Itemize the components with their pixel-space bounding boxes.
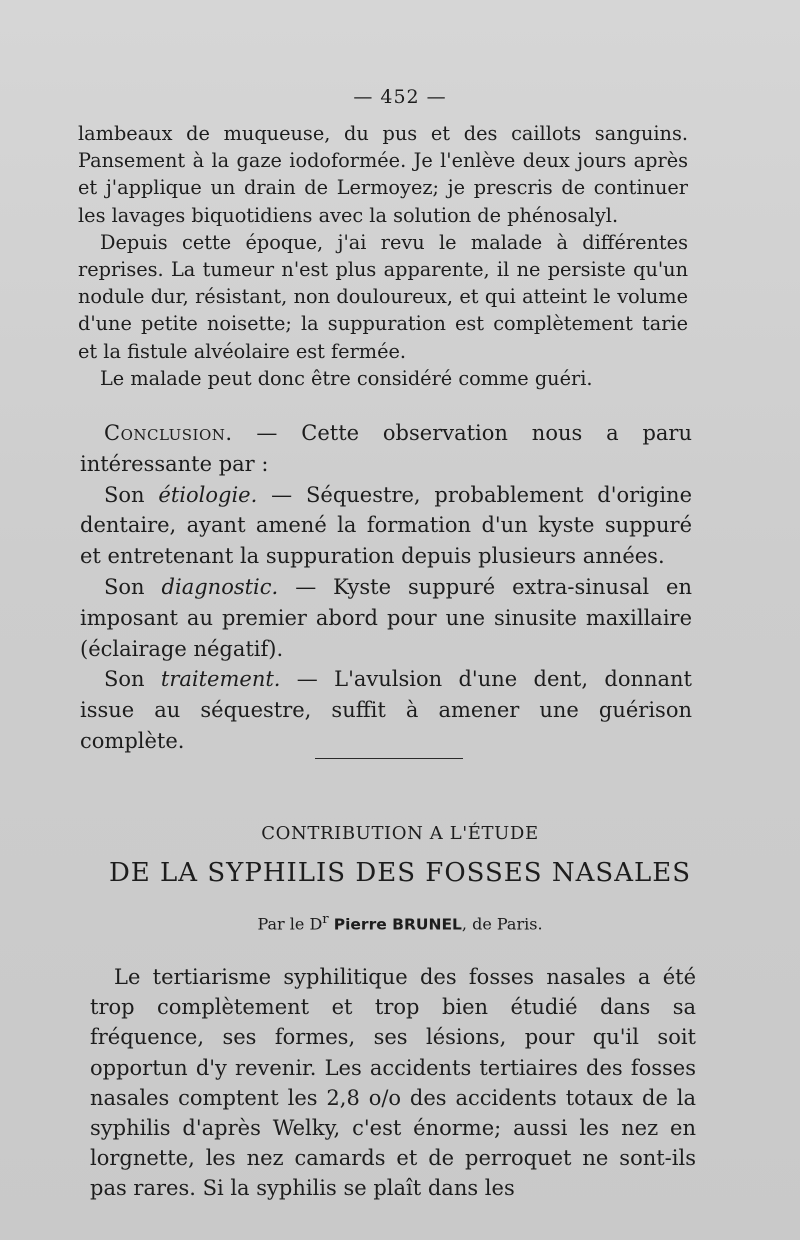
byline-prefix: Par le D — [257, 914, 323, 934]
item-lead: Son — [104, 667, 161, 692]
conclusion-intro-text: — Cette observation nous a paru intéressante par : — [80, 421, 692, 476]
item-lead: Son — [104, 482, 159, 507]
byline — [0, 912, 800, 933]
conclusion-section — [80, 418, 692, 757]
item-lead: Son — [104, 574, 162, 599]
byline-sup: r — [322, 912, 329, 927]
conclusion-item — [80, 480, 692, 572]
paragraph: Depuis cette époque, j'ai revu le malade à différentes reprises. La tumeur n'est plus apparente, il ne persiste qu'un nodule dur, résistant, non douloureux, et qui atteint le volume d'une petite noisette; la suppuration est complètement tarie et la fistule alvéolaire est fermée. — [78, 230, 688, 363]
continued-text — [78, 120, 688, 392]
item-text: — Séquestre, probablement d'origine dentaire, ayant amené la formation d'un kyste suppuré et entretenant la suppuration depuis plusieurs années. — [80, 482, 692, 569]
conclusion-heading: Conclusion. — [104, 421, 233, 445]
conclusion-item — [80, 572, 692, 664]
article-title: DE LA SYPHILIS DES FOSSES NASALES — [108, 858, 692, 888]
item-term: traitement. — [160, 667, 281, 692]
paragraph: Le malade peut donc être considéré comme guéri. — [100, 366, 593, 390]
item-text: — L'avulsion d'une dent, donnant issue au séquestre, suffit à amener une guérison complète. — [80, 667, 692, 753]
author-name: Pierre BRUNEL — [333, 915, 462, 934]
paragraph: lambeaux de muqueuse, du pus et des caillots sanguins. Pansement à la gaze iodoformée. Je l'enlève deux jours après et j'applique un drain de Lermoyez; je prescris de continuer les lavages biquotidiens avec la solution de phénosalyl. — [78, 122, 688, 227]
conclusion-item — [80, 664, 692, 756]
conclusion-intro — [80, 418, 692, 480]
item-term: étiologie. — [158, 482, 258, 507]
article-body — [90, 962, 696, 1204]
byline-suffix: , de Paris. — [461, 914, 543, 934]
paragraph: Le tertiarisme syphilitique des fosses nasales a été trop complètement et trop bien étudié dans sa fréquence, ses formes, ses lésions, pour qu'il soit opportun d'y revenir. Les accidents tertiaires des fosses nasales comptent les 2,8 o/o des accidents totaux de la syphilis d'après Welky, c'est énorme; aussi les nez en lorgnette, les nez camards et de perroquet ne sont-ils pas rares. Si la syphilis se plaît dans les — [90, 965, 696, 1201]
page-number: — 452 — — [353, 86, 447, 108]
item-term: diagnostic. — [161, 574, 279, 599]
section-divider — [315, 758, 463, 759]
article-kicker: CONTRIBUTION A L'ÉTUDE — [261, 823, 539, 844]
item-text: — Kyste suppuré extra-sinusal en imposant au premier abord pour une sinusite maxillaire (éclairage négatif). — [80, 574, 693, 661]
